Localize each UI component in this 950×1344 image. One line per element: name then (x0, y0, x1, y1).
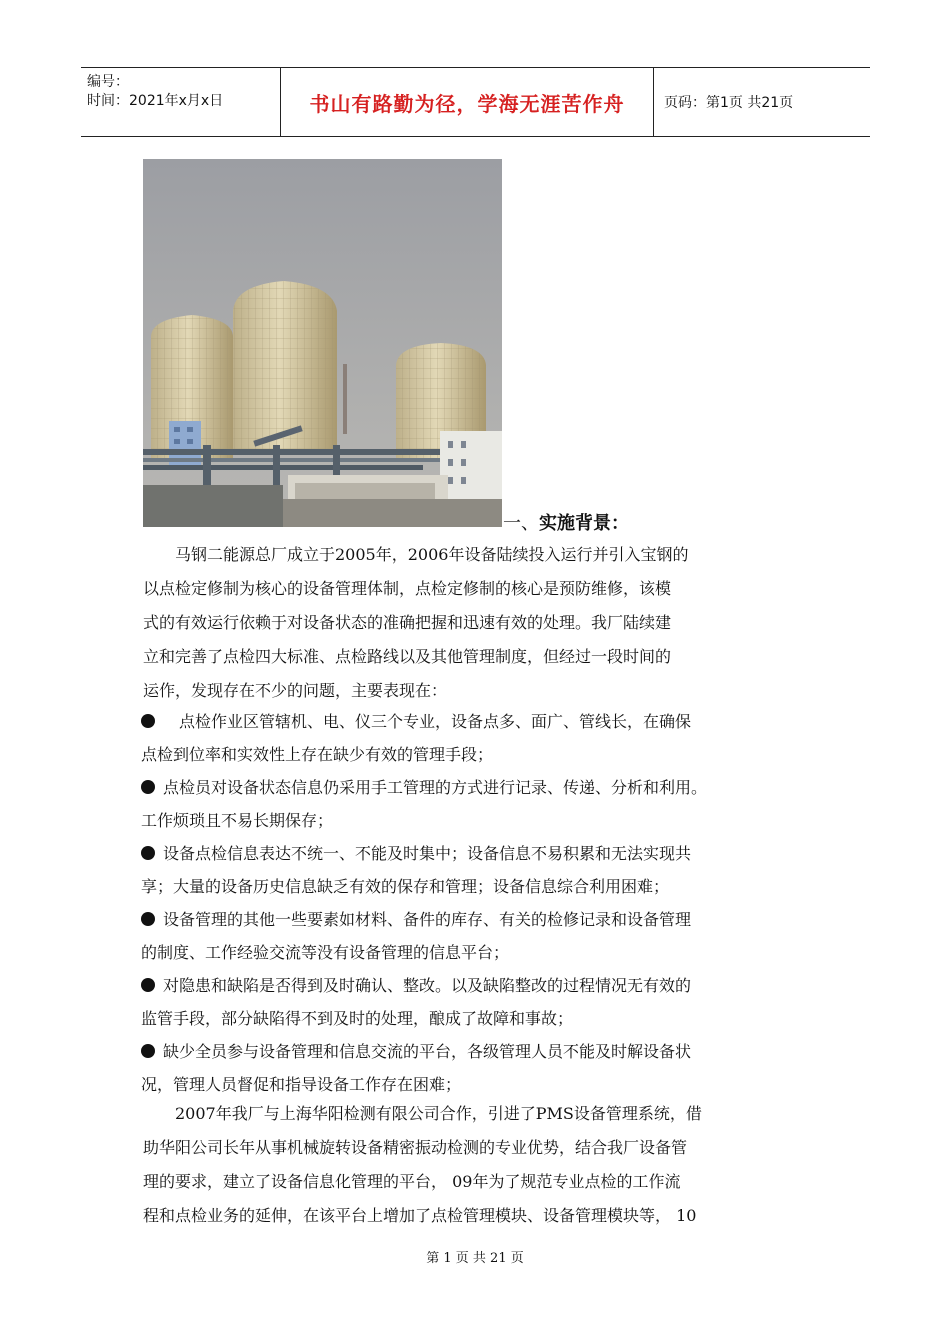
page-footer: 第 1 页 共 21 页 (426, 1251, 524, 1266)
photo-illustration (143, 159, 502, 527)
bullet-item-line (141, 771, 831, 804)
bullet-item-line (141, 969, 831, 1002)
pms-line: 程和点检业务的延伸，在该平台上增加了点检管理模块、设备管理模块等， 10 (143, 1206, 697, 1225)
bullet-text: 点检作业区管辖机、电、仪三个专业，设备点多、面广、管线长，在确保 (163, 712, 692, 731)
intro-line: 马钢二能源总厂成立于2005年，2006年设备陆续投入运行并引入宝钢的 (143, 545, 689, 564)
pms-line: 理的要求，建立了设备信息化管理的平台， 09年为了规范专业点检的工作流 (143, 1172, 681, 1191)
header-motto: 书山有路勤为径，学海无涯苦作舟 (281, 68, 654, 136)
section-heading (503, 509, 629, 535)
header-page-code: 页码：第1页 共21页 (664, 95, 794, 111)
bullet-item-line: 工作烦琐且不易长期保存； (141, 811, 334, 830)
bullet-item-line (141, 837, 831, 870)
intro-line: 立和完善了点检四大标准、点检路线以及其他管理制度，但经过一段时间的 (143, 647, 672, 666)
section-heading-prefix: 一、 (503, 513, 539, 534)
bullet-item-line: 况，管理人员督促和指导设备工作存在困难； (141, 1075, 462, 1094)
number-label: 编号： (87, 74, 129, 90)
bullet-item-line (141, 705, 831, 738)
header-meta (81, 68, 281, 136)
bullet-text: 对隐患和缺陷是否得到及时确认、整改。以及缺陷整改的过程情况无有效的 (163, 976, 692, 995)
bullet-dot-icon (141, 780, 155, 794)
bullet-list (141, 705, 831, 1101)
bullet-dot-icon (141, 1044, 155, 1058)
bullet-dot-icon (141, 714, 155, 728)
bullet-item-line (141, 1035, 831, 1068)
bullet-item-line: 的制度、工作经验交流等没有设备管理的信息平台； (141, 943, 510, 962)
bullet-item-line (141, 903, 831, 936)
pms-paragraph (143, 1097, 823, 1233)
bullet-item-line: 享；大量的设备历史信息缺乏有效的保存和管理；设备信息综合利用困难； (141, 877, 670, 896)
intro-line: 以点检定修制为核心的设备管理体制，点检定修制的核心是预防维修，该模 (143, 579, 672, 598)
bullet-text: 点检员对设备状态信息仍采用手工管理的方式进行记录、传递、分析和利用。 (163, 778, 708, 797)
bullet-text: 缺少全员参与设备管理和信息交流的平台，各级管理人员不能及时解设备状 (163, 1042, 692, 1061)
pms-line: 助华阳公司长年从事机械旋转设备精密振动检测的专业优势，结合我厂设备管 (143, 1138, 688, 1157)
bullet-text: 设备点检信息表达不统一、不能及时集中；设备信息不易积累和无法实现共 (163, 844, 692, 863)
date-line: 时间：2021年x月x日 (87, 93, 224, 109)
bullet-dot-icon (141, 912, 155, 926)
intro-line: 式的有效运行依赖于对设备状态的准确把握和迅速有效的处理。我厂陆续建 (143, 613, 672, 632)
document-header (81, 67, 870, 137)
section-heading-title: 实施背景： (539, 513, 629, 534)
bullet-dot-icon (141, 846, 155, 860)
intro-line: 运作，发现存在不少的问题，主要表现在： (143, 681, 448, 700)
pms-line: 2007年我厂与上海华阳检测有限公司合作，引进了PMS设备管理系统，借 (143, 1104, 702, 1123)
intro-paragraph (143, 538, 823, 708)
bullet-text: 设备管理的其他一些要素如材料、备件的库存、有关的检修记录和设备管理 (163, 910, 692, 929)
bullet-item-line: 监管手段，部分缺陷得不到及时的处理，酿成了故障和事故； (141, 1009, 574, 1028)
bullet-item-line: 点检到位率和实效性上存在缺少有效的管理手段； (141, 745, 494, 764)
storage-tanks-photo (143, 159, 502, 527)
bullet-dot-icon (141, 978, 155, 992)
